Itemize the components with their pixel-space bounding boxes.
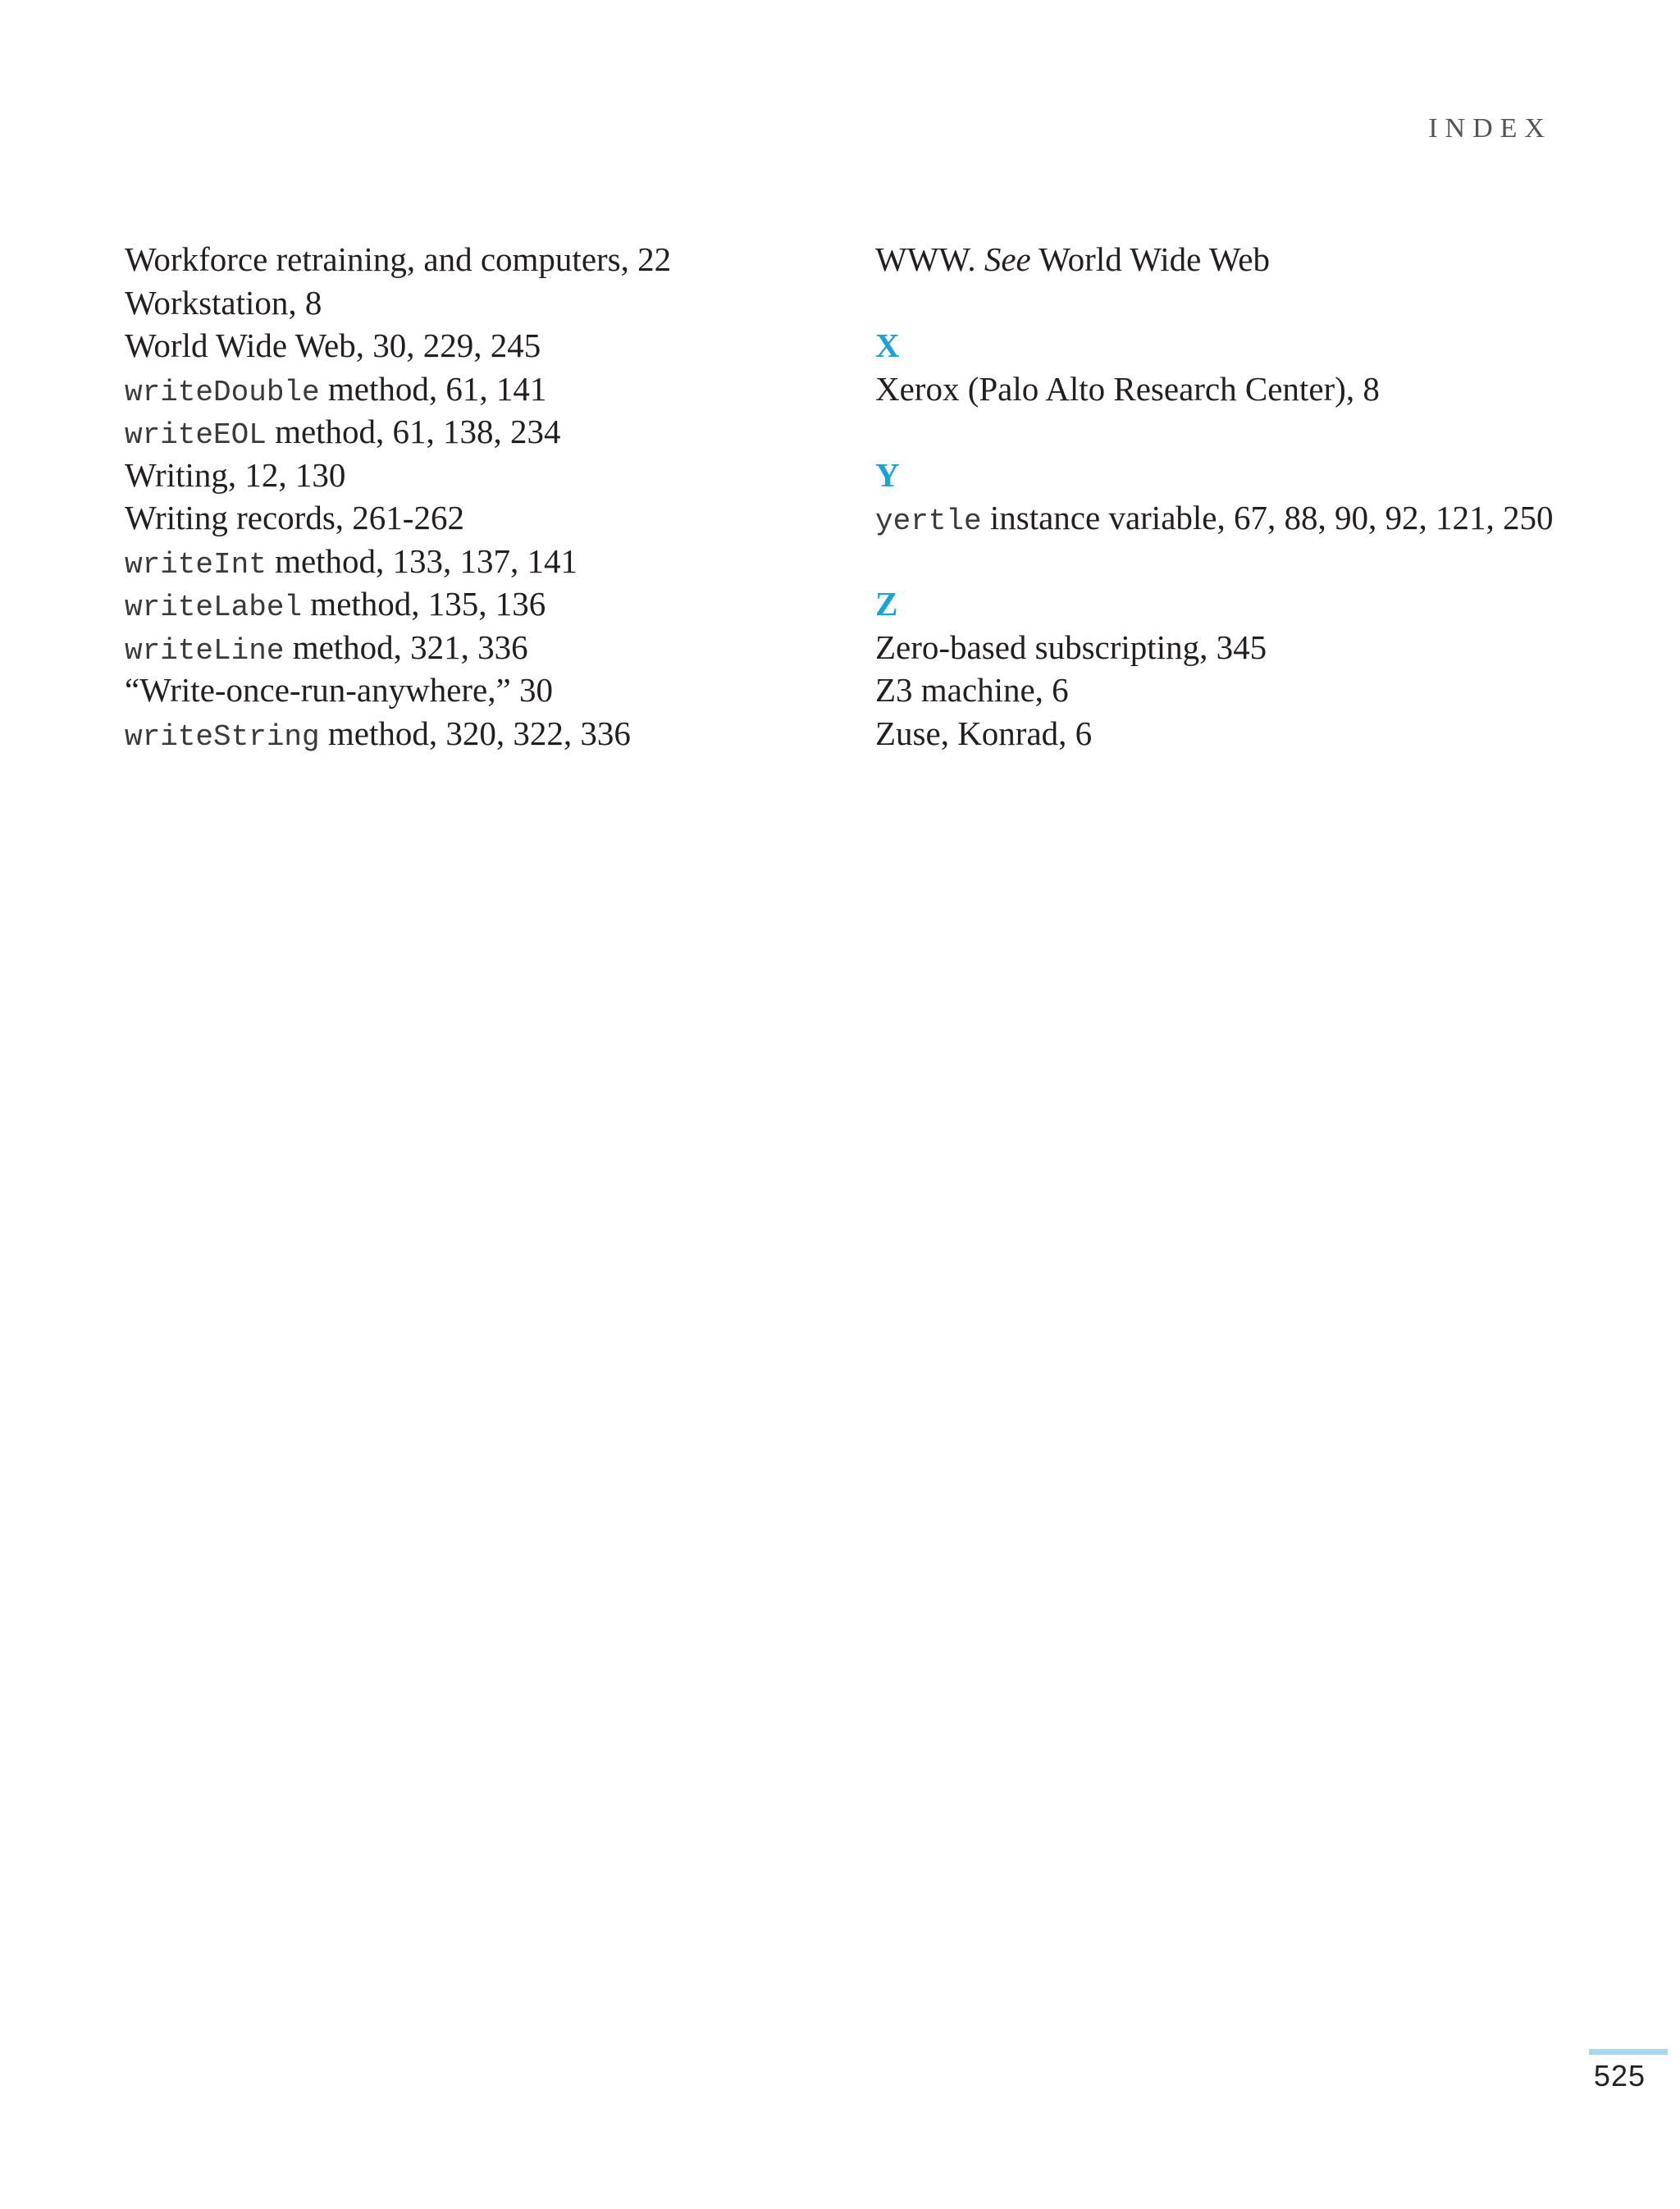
entry-text: Workstation, 8 [125, 283, 322, 322]
entry-text: method, 133, 137, 141 [266, 541, 578, 580]
index-column-left [125, 238, 830, 755]
index-entry [875, 626, 1614, 669]
code-term: writeString [125, 719, 320, 754]
index-entry [125, 582, 830, 626]
index-entry [875, 712, 1614, 755]
running-head: INDEX [1428, 113, 1552, 144]
entry-text: Writing, 12, 130 [125, 455, 346, 494]
entry-text: Z3 machine, 6 [875, 671, 1069, 709]
index-entry [125, 496, 830, 540]
index-entry [125, 454, 830, 497]
entry-text: method, 61, 138, 234 [266, 413, 561, 450]
index-entry [125, 281, 830, 325]
see-reference: See [984, 240, 1031, 278]
code-term: writeLabel [125, 591, 303, 624]
section-letter: X [875, 326, 900, 364]
index-entry [875, 367, 1614, 411]
entry-text: Zuse, Konrad, 6 [875, 714, 1093, 752]
page-number-rule [1589, 2049, 1668, 2055]
index-entry [125, 324, 830, 367]
section-spacer [875, 410, 1614, 454]
code-term: writeEOL [125, 418, 267, 452]
code-term: writeDouble [125, 375, 320, 409]
index-entry [125, 669, 830, 712]
code-term: writeLine [125, 633, 285, 668]
index-entry [125, 410, 830, 454]
section-spacer [875, 540, 1614, 583]
entry-text: method, 320, 322, 336 [319, 714, 631, 752]
section-spacer [875, 281, 1614, 325]
index-entry [125, 540, 830, 583]
entry-text: instance variable, 67, 88, 90, 92, 121, 250 [981, 499, 1554, 536]
entry-text: Workforce retraining, and computers, 22 [125, 240, 672, 278]
entry-text: Writing records, 261-262 [125, 499, 464, 536]
index-entry [875, 496, 1614, 540]
entry-text: Zero-based subscripting, 345 [875, 628, 1267, 666]
entry-text: WWW. [875, 240, 984, 278]
page-number: 525 [1593, 2059, 1646, 2093]
entry-text: World Wide Web [1030, 240, 1270, 278]
index-entry [125, 626, 830, 669]
section-letter: Y [875, 455, 900, 494]
index-entry [875, 238, 1614, 281]
entry-text: method, 321, 336 [284, 628, 528, 666]
index-entry [875, 669, 1614, 712]
code-term: writeInt [125, 547, 267, 582]
index-column-right [875, 238, 1614, 755]
entry-text: World Wide Web, 30, 229, 245 [125, 326, 541, 364]
index-entry [125, 238, 830, 281]
entry-text: “Write-once-run-anywhere,” 30 [125, 671, 553, 709]
entry-text: method, 61, 141 [319, 369, 547, 408]
index-entry [125, 712, 830, 755]
index-entry [125, 367, 830, 411]
section-letter: Z [875, 585, 898, 623]
entry-text: method, 135, 136 [302, 585, 546, 623]
entry-text: Xerox (Palo Alto Research Center), 8 [875, 369, 1380, 408]
code-term: yertle [875, 504, 982, 538]
